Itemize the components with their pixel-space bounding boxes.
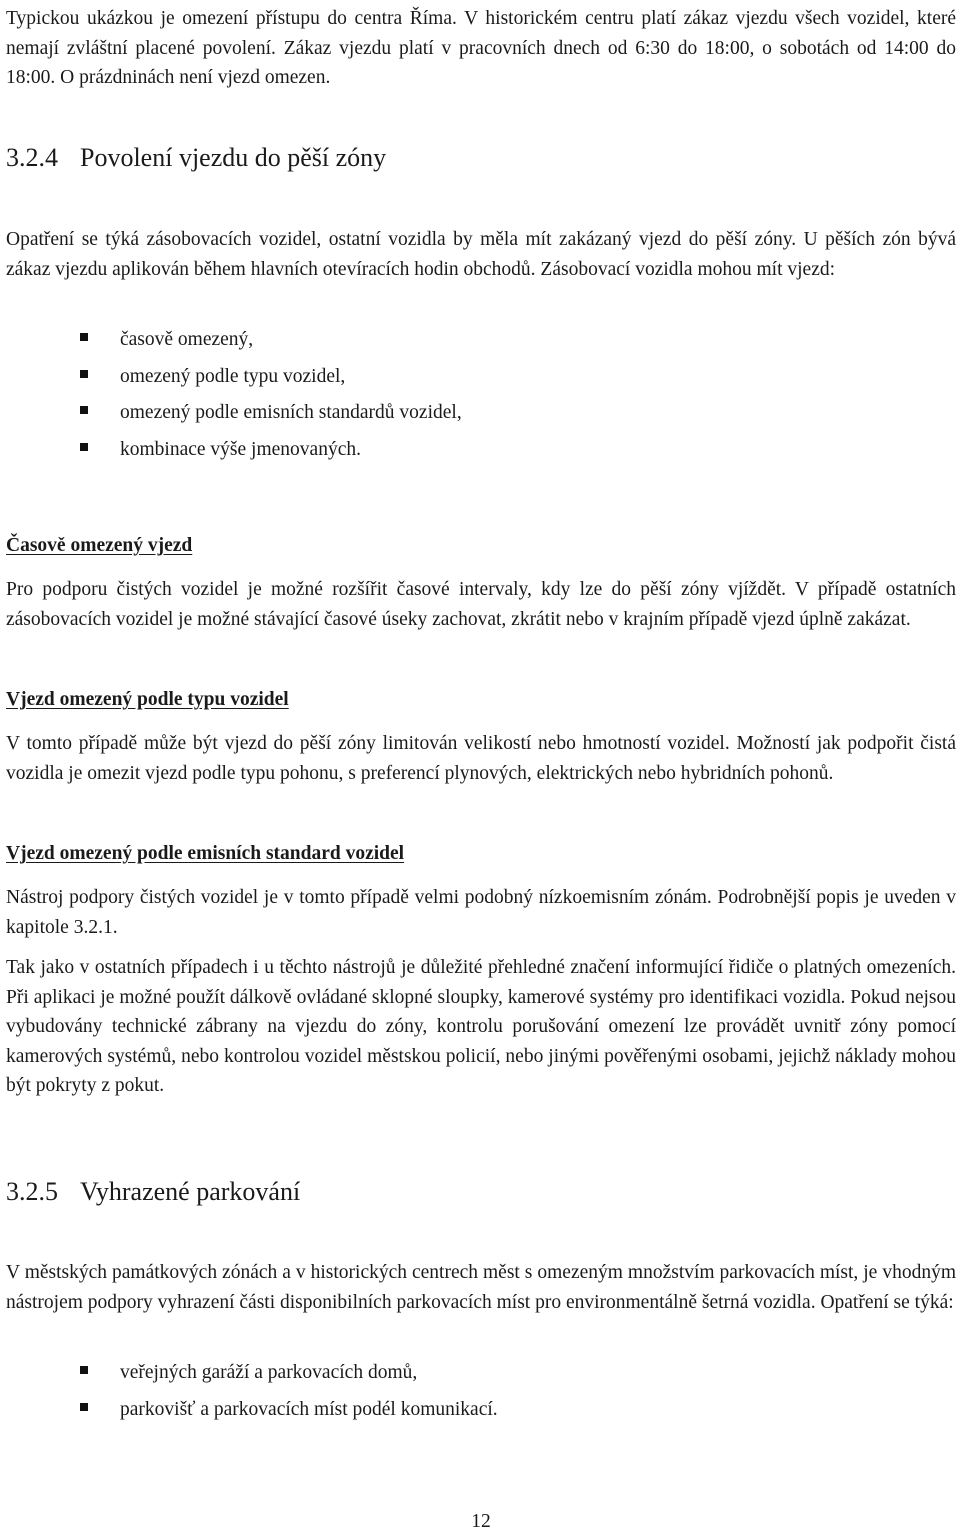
section-3-2-4-heading — [6, 142, 386, 174]
section-title: Povolení vjezdu do pěší zóny — [80, 143, 387, 172]
time-limited-paragraph: Pro podporu čistých vozidel je možné rozšířit časové intervaly, kdy lze do pěší zóny vjíždět. V případě ostatních zásobovacích vozidel je možné stávající časové úseky zachovat, zkrátit nebo v krajním případě vjezd úplně zakázat. — [6, 579, 956, 630]
bullet-square-icon — [80, 443, 88, 451]
bullet-square-icon — [80, 406, 88, 414]
section-number: 3.2.4 — [6, 143, 58, 172]
list-item: časově omezený, — [6, 325, 956, 362]
by-emission-heading: Vjezd omezený podle emisních standard vozidel — [6, 843, 405, 864]
page-number: 12 — [471, 1511, 491, 1532]
by-type-paragraph: V tomto případě může být vjezd do pěší zóny limitován velikostí nebo hmotností vozidel. Možností jak podpořit čistá vozidla je omezit vjezd podle typu pohonu, s preferencí plynových, elektrických nebo hybridních pohonů. — [6, 733, 956, 784]
list-item: parkovišť a parkovacích míst podél komunikací. — [6, 1395, 956, 1432]
list-item: veřejných garáží a parkovacích domů, — [6, 1358, 956, 1395]
section-3-2-5-heading — [6, 1176, 300, 1208]
by-type-heading: Vjezd omezený podle typu vozidel — [6, 689, 289, 710]
enforcement-paragraph: Tak jako v ostatních případech i u těchto nástrojů je důležité přehledné značení informující řidiče o platných omezeních. Při aplikaci je možné použít dálkově ovládané sklopné sloupky, kamerové systémy pro identifikaci vozidla. Pokud nejsou vybudovány technické zábrany na vjezdu do zóny, kontrolu porušování omezení lze provádět uvnitř zóny pomocí kamerových systémů, nebo kontrolou vozidel městskou policií, nebo jinými pověřenými osobami, jejichž náklady mohou být pokryty z pokut. — [6, 957, 956, 1096]
parking-measures-list — [6, 1358, 956, 1431]
bullet-square-icon — [80, 1403, 88, 1411]
by-emission-paragraph: Nástroj podpory čistých vozidel je v tomto případě velmi podobný nízkoemisním zónám. Podrobnější popis je uveden v kapitole 3.2.1. — [6, 887, 956, 938]
list-item: omezený podle emisních standardů vozidel, — [6, 398, 956, 435]
list-item: kombinace výše jmenovaných. — [6, 435, 956, 472]
vehicle-access-list — [6, 325, 956, 471]
list-item: omezený podle typu vozidel, — [6, 362, 956, 399]
bullet-square-icon — [80, 370, 88, 378]
bullet-square-icon — [80, 1366, 88, 1374]
section-3-2-4-paragraph: Opatření se týká zásobovacích vozidel, ostatní vozidla by měla mít zakázaný vjezd do pěší zóny. U pěších zón bývá zákaz vjezdu aplikován během hlavních otevíracích hodin obchodů. Zásobovací vozidla mohou mít vjezd: — [6, 229, 956, 280]
section-3-2-5-paragraph: V městských památkových zónách a v historických centrech měst s omezeným množstvím parkovacích míst, je vhodným nástrojem podpory vyhrazení části disponibilních parkovacích míst pro environmentálně šetrná vozidla. Opatření se týká: — [6, 1262, 956, 1313]
time-limited-heading: Časově omezený vjezd — [6, 535, 193, 556]
section-title: Vyhrazené parkování — [80, 1177, 301, 1206]
section-number: 3.2.5 — [6, 1177, 58, 1206]
intro-paragraph: Typickou ukázkou je omezení přístupu do centra Říma. V historickém centru platí zákaz vjezdu všech vozidel, které nemají zvláštní placené povolení. Zákaz vjezdu platí v pracovních dnech od 6:30 do 18:00, o sobotách od 14:00 do 18:00. O prázdninách není vjezd omezen. — [6, 8, 956, 88]
bullet-square-icon — [80, 333, 88, 341]
